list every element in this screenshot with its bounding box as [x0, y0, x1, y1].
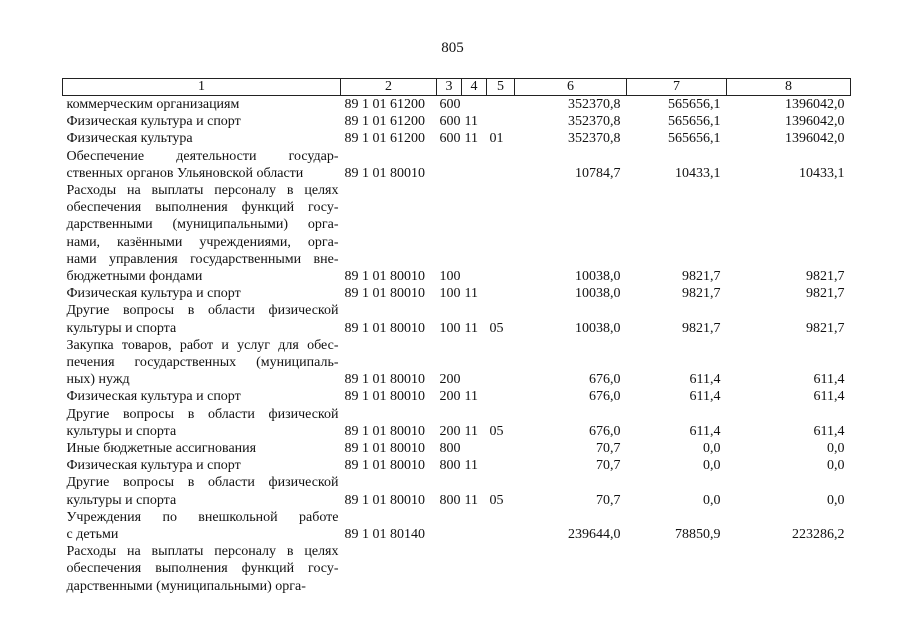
header-cell-1: 1: [63, 79, 341, 96]
cell-expense-type: 800: [439, 458, 461, 474]
cell-expense-type: 200: [439, 372, 461, 388]
cell-name: [63, 474, 341, 508]
cell-expense-type: 200: [439, 423, 461, 439]
cell-name: [63, 509, 341, 543]
cell-subsection: [487, 285, 515, 302]
cell-amount-7: 565656,1: [668, 114, 721, 130]
cell-amount-8: 9821,7: [806, 269, 845, 285]
cell-name-line: Физическая культура и спорт: [66, 286, 241, 302]
cell-subsection: 05: [489, 423, 504, 439]
cell-amount-8: 1396042,0: [785, 114, 845, 130]
cell-name-line: ных) нужд: [66, 372, 130, 388]
cell-amount-6: 239644,0: [568, 527, 621, 543]
cell-code: 89 1 01 80010: [344, 492, 425, 508]
cell-name-line: нами управления государственными вне-: [66, 251, 339, 267]
cell-subsection: [487, 182, 515, 285]
cell-code: 89 1 01 80010: [344, 458, 425, 474]
cell-section: [462, 509, 487, 543]
cell-subsection: [487, 148, 515, 182]
cell-amount-8: 1396042,0: [785, 97, 845, 112]
cell-name: [63, 457, 341, 474]
cell-expense-type: 800: [439, 492, 461, 508]
cell-amount-6: 70,7: [596, 492, 621, 508]
cell-name-line: Физическая культура: [66, 131, 193, 147]
cell-subsection: [487, 440, 515, 457]
cell-amount-7: 9821,7: [682, 286, 721, 302]
budget-table: [62, 78, 851, 595]
cell-section: [462, 148, 487, 182]
cell-subsection: [487, 96, 515, 114]
cell-subsection: [487, 388, 515, 405]
cell-code: [341, 543, 437, 595]
cell-amount-7: 611,4: [689, 423, 721, 439]
cell-subsection: [487, 509, 515, 543]
cell-code: 89 1 01 61200: [344, 131, 425, 147]
cell-amount-6: 10038,0: [575, 286, 621, 302]
cell-code: 89 1 01 61200: [344, 97, 425, 112]
cell-name: [63, 543, 341, 595]
cell-name-line: Расходы на выплаты персоналу в целях: [66, 544, 339, 560]
cell-section: [462, 182, 487, 285]
cell-subsection: 05: [489, 492, 504, 508]
cell-code: 89 1 01 80140: [344, 527, 425, 543]
cell-name-line: культуры и спорта: [66, 423, 177, 439]
cell-name: [63, 337, 341, 389]
cell-expense-type: 100: [439, 269, 461, 285]
table-row: [63, 543, 851, 595]
cell-name-line: культуры и спорта: [66, 492, 177, 508]
cell-name-line: Учреждения по внешкольной работе: [66, 509, 339, 525]
table-header: [63, 79, 851, 96]
cell-name-line: с детьми: [66, 527, 119, 543]
cell-expense-type: 600: [439, 114, 461, 130]
cell-amount-7: 565656,1: [668, 97, 721, 112]
cell-subsection: [487, 113, 515, 130]
cell-name-line: ственных органов Ульяновской области: [66, 165, 304, 181]
table-row: [63, 130, 851, 147]
cell-section: [462, 96, 487, 114]
cell-name: [63, 285, 341, 302]
cell-name-line: Другие вопросы в области физической: [66, 406, 339, 422]
cell-amount-6: 10784,7: [575, 165, 621, 181]
cell-amount-6: 676,0: [589, 372, 621, 388]
cell-subsection: 01: [489, 131, 504, 147]
cell-amount-6: 70,7: [596, 458, 621, 474]
cell-name-line: Физическая культура и спорт: [66, 458, 241, 474]
cell-amount-8: 611,4: [813, 372, 845, 388]
cell-section: [462, 543, 487, 595]
table-row: [63, 337, 851, 389]
cell-section: 11: [464, 320, 478, 336]
cell-amount-7: [627, 543, 727, 595]
cell-name-line: коммерческим организациям: [66, 97, 240, 112]
cell-amount-7: 78850,9: [675, 527, 721, 543]
cell-name-line: Обеспечение деятельности государ-: [66, 148, 339, 164]
cell-expense-type: 600: [439, 97, 461, 112]
cell-expense-type: [437, 148, 462, 182]
cell-name: [63, 440, 341, 457]
cell-name-line: дарственными (муниципальными) орга-: [66, 578, 306, 594]
cell-name: [63, 130, 341, 147]
cell-code: 89 1 01 61200: [344, 114, 425, 130]
cell-expense-type: [437, 509, 462, 543]
cell-expense-type: 100: [439, 286, 461, 302]
cell-section: 11: [464, 131, 478, 147]
cell-name-line: Иные бюджетные ассигнования: [66, 441, 257, 457]
cell-amount-7: 0,0: [703, 441, 721, 457]
cell-section: [462, 337, 487, 389]
cell-expense-type: [437, 543, 462, 595]
table-body: [63, 96, 851, 595]
cell-amount-8: 10433,1: [799, 165, 845, 181]
cell-amount-8: 1396042,0: [785, 131, 845, 147]
cell-amount-7: 10433,1: [675, 165, 721, 181]
cell-name-line: Физическая культура и спорт: [66, 114, 241, 130]
cell-name: [63, 148, 341, 182]
cell-expense-type: 100: [439, 320, 461, 336]
cell-amount-6: 352370,8: [568, 114, 621, 130]
table-row: [63, 113, 851, 130]
cell-amount-6: 10038,0: [575, 269, 621, 285]
cell-section: 11: [464, 389, 478, 405]
cell-code: 89 1 01 80010: [344, 165, 425, 181]
cell-subsection: 05: [489, 320, 504, 336]
table-row: [63, 440, 851, 457]
cell-name-line: Другие вопросы в области физической: [66, 475, 339, 491]
cell-code: 89 1 01 80010: [344, 269, 425, 285]
cell-name-line: Другие вопросы в области физической: [66, 303, 339, 319]
page-number: 805: [441, 40, 464, 56]
cell-amount-6: 352370,8: [568, 131, 621, 147]
cell-name-line: нами, казёнными учреждениями, орга-: [66, 234, 339, 250]
cell-amount-8: 611,4: [813, 389, 845, 405]
cell-amount-6: 352370,8: [568, 97, 621, 112]
table-row: [63, 182, 851, 285]
cell-subsection: [487, 457, 515, 474]
cell-name: [63, 96, 341, 114]
cell-amount-8: 9821,7: [806, 320, 845, 336]
cell-name-line: Закупка товаров, работ и услуг для обес-: [66, 337, 339, 353]
header-cell-5: 5: [487, 79, 515, 96]
cell-amount-7: 9821,7: [682, 269, 721, 285]
cell-subsection: [487, 337, 515, 389]
cell-name-line: Расходы на выплаты персоналу в целях: [66, 183, 339, 199]
cell-name: [63, 182, 341, 285]
cell-code: 89 1 01 80010: [344, 389, 425, 405]
cell-amount-6: [515, 543, 627, 595]
cell-name-line: бюджетными фондами: [66, 269, 203, 285]
table-row: [63, 285, 851, 302]
cell-code: 89 1 01 80010: [344, 372, 425, 388]
cell-code: 89 1 01 80010: [344, 286, 425, 302]
table-row: [63, 457, 851, 474]
header-cell-4: 4: [462, 79, 487, 96]
cell-amount-6: 676,0: [589, 389, 621, 405]
cell-section: 11: [464, 492, 478, 508]
cell-amount-8: [727, 543, 851, 595]
table-row: [63, 96, 851, 114]
cell-code: 89 1 01 80010: [344, 441, 425, 457]
cell-name: [63, 113, 341, 130]
cell-amount-8: 611,4: [813, 423, 845, 439]
table-row: [63, 388, 851, 405]
cell-amount-8: 0,0: [827, 458, 845, 474]
header-cell-2: 2: [341, 79, 437, 96]
cell-name-line: Физическая культура и спорт: [66, 389, 241, 405]
header-cell-6: 6: [515, 79, 627, 96]
cell-code: 89 1 01 80010: [344, 320, 425, 336]
cell-name-line: дарственными (муниципальными) орга-: [66, 217, 339, 233]
cell-name-line: обеспечения выполнения функций госу-: [66, 200, 339, 216]
cell-amount-8: 0,0: [827, 441, 845, 457]
header-cell-7: 7: [627, 79, 727, 96]
cell-amount-7: 565656,1: [668, 131, 721, 147]
header-cell-8: 8: [727, 79, 851, 96]
cell-subsection: [487, 543, 515, 595]
cell-amount-6: 676,0: [589, 423, 621, 439]
cell-amount-6: 10038,0: [575, 320, 621, 336]
cell-amount-8: 0,0: [827, 492, 845, 508]
cell-name-line: культуры и спорта: [66, 320, 177, 336]
table-row: [63, 509, 851, 543]
cell-expense-type: 600: [439, 131, 461, 147]
cell-section: 11: [464, 114, 478, 130]
header-cell-3: 3: [437, 79, 462, 96]
cell-name-line: печения государственных (муниципаль-: [66, 355, 339, 371]
cell-amount-6: 70,7: [596, 441, 621, 457]
cell-name-line: обеспечения выполнения функций госу-: [66, 561, 339, 577]
cell-name: [63, 302, 341, 336]
cell-expense-type: 200: [439, 389, 461, 405]
table-row: [63, 474, 851, 508]
cell-section: [462, 440, 487, 457]
cell-amount-7: 611,4: [689, 372, 721, 388]
cell-amount-7: 0,0: [703, 492, 721, 508]
cell-amount-7: 9821,7: [682, 320, 721, 336]
cell-section: 11: [464, 423, 478, 439]
cell-amount-8: 9821,7: [806, 286, 845, 302]
cell-name: [63, 388, 341, 405]
cell-name: [63, 406, 341, 440]
table-row: [63, 302, 851, 336]
table-row: [63, 148, 851, 182]
cell-amount-7: 0,0: [703, 458, 721, 474]
cell-section: 11: [464, 458, 478, 474]
cell-expense-type: 800: [439, 441, 461, 457]
cell-section: 11: [464, 286, 478, 302]
table-row: [63, 406, 851, 440]
cell-amount-8: 223286,2: [792, 527, 845, 543]
cell-amount-7: 611,4: [689, 389, 721, 405]
cell-code: 89 1 01 80010: [344, 423, 425, 439]
